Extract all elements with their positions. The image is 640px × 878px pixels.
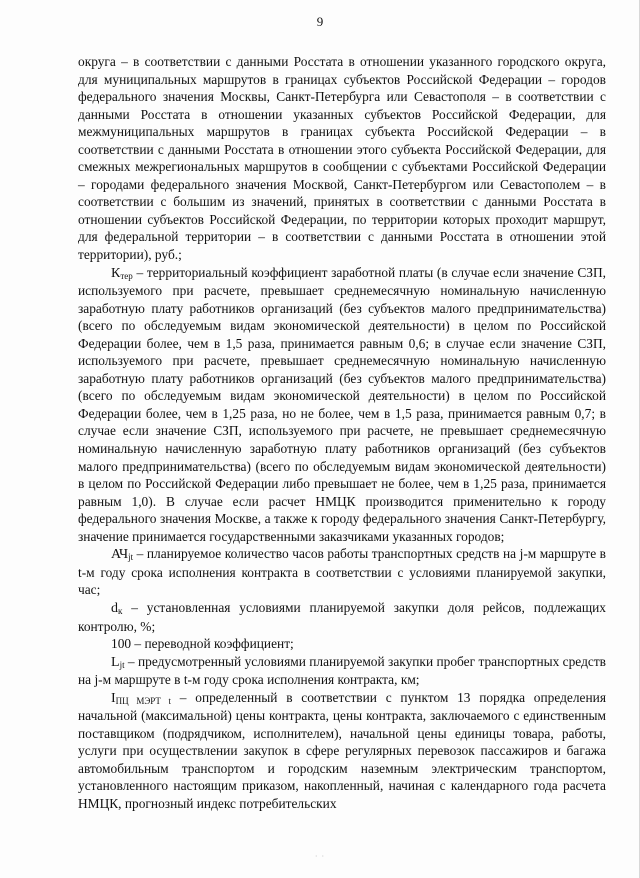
symbol-i: I — [111, 690, 116, 706]
paragraph-i-pc — [78, 689, 606, 813]
paragraph-text: – установленная условиями планируемой закупки доля рейсов, подлежащих контролю, %; — [78, 599, 606, 634]
symbol-ach: АЧ — [111, 547, 129, 563]
paragraph-text: 100 – переводной коэффициент; — [111, 636, 294, 652]
paragraph-text: – определенный в соответствии с пунктом 13 порядка определения начальной (максимальной) цены контракта, цены контракта, заключаемого с единственным поставщиком (подрядчиком, исполнителем), начальной цены единицы товара, работы, услуги при осуществлении закупок в сфере регулярных перевозок пассажиров и багажа автомобильным транспортом и городским наземным электрическим транспортом, установленного настоящим приказом, накопленный, начиная с календарного года расчета НМЦК, прогнозный индекс потребительских — [78, 689, 606, 811]
symbol-d: d — [111, 600, 118, 616]
body-text — [78, 53, 606, 813]
symbol-l-subscript: jt — [119, 659, 125, 670]
paragraph-k-ter — [78, 264, 606, 546]
paragraph-text: – территориальный коэффициент заработной платы (в случае если значение СЗП, используемого при расчете, превышает среднемесячную номинальную начисленную заработную плату работников организаций (без субъектов малого предпринимательства) (всего по обследуемым видам экономической деятельности) в целом по Российской Федерации более, чем в 1,5 раза, принимается равным 0,6; в случае если значение СЗП, используемого при расчете, превышает среднемесячную номинальную начисленную заработную плату работников организаций (без субъектов малого предпринимательства) (всего по обследуемым видам экономической деятельности) в целом по Российской Федерации более, чем в 1,25 раза, но не более, чем в 1,5 раза, принимается равным 0,7; в случае если значение СЗП, используемого при расчете, не превышает среднемесячную номинальную начисленную заработную плату работников организаций (без субъектов малого предпринимательства) (всего по обследуемым видам экономической деятельности) в целом по Российской Федерации либо превышает не более, чем в 1,25 раза, принимается равным 1,0). В случае если расчет НМЦК производится применительно к городу федерального значения Москве, а также к городу федерального значения Санкт-Петербургу, значение принимается государственными заказчиками указанных городов; — [78, 264, 606, 544]
symbol-k: К — [111, 265, 121, 281]
paragraph-text: – планируемое количество часов работы транспортных средств на j-м маршруте в t-м году срока исполнения контракта в соответствии с условиями планируемой закупки, час; — [78, 546, 606, 598]
symbol-l: L — [111, 654, 120, 670]
paragraph-text: округа – в соответствии с данными Росстата в отношении указанного городского округа, для муниципальных маршрутов в границах субъектов Российской Федерации – городов федерального значения Москвы, Санкт-Петербурга или Севастополя – в соответствии с данными Росстата в отношении указанных субъектов Российской Федерации, для межмуниципальных маршрутов в границах субъекта Российской Федерации – в соответствии с данными Росстата в отношении этого субъекта Российской Федерации, для смежных межрегиональных маршрутов в сообщении с субъектами Российской Федерации – городами федерального значения Москвой, Санкт-Петербургом или Севастополем – в соответствии с большим из значений, принятых в соответствии с данными Росстата в отношении субъектов Российской Федерации, по территории которых проходит маршрут, для федеральной территории – в соответствии с данными Росстата в отношении этой территории), руб.; — [78, 54, 606, 263]
symbol-d-subscript: к — [118, 605, 123, 616]
symbol-ach-subscript: jt — [128, 552, 134, 563]
paragraph-conversion-factor — [78, 635, 606, 653]
footer-mark: · · — [314, 852, 326, 861]
paragraph-l-jt — [78, 653, 606, 689]
paragraph-ach — [78, 545, 606, 599]
symbol-k-subscript: тер — [120, 270, 133, 281]
paragraph-text: – предусмотренный условиями планируемой закупки пробег транспортных средств на j-м маршруте в t-м году срока исполнения контракта, км; — [78, 653, 606, 688]
paragraph-regional-wage-source — [78, 53, 606, 264]
symbol-i-subscript: ПЦ МЭРТ t — [115, 695, 172, 706]
page-number: 9 — [316, 14, 324, 29]
paragraph-dk — [78, 599, 606, 635]
